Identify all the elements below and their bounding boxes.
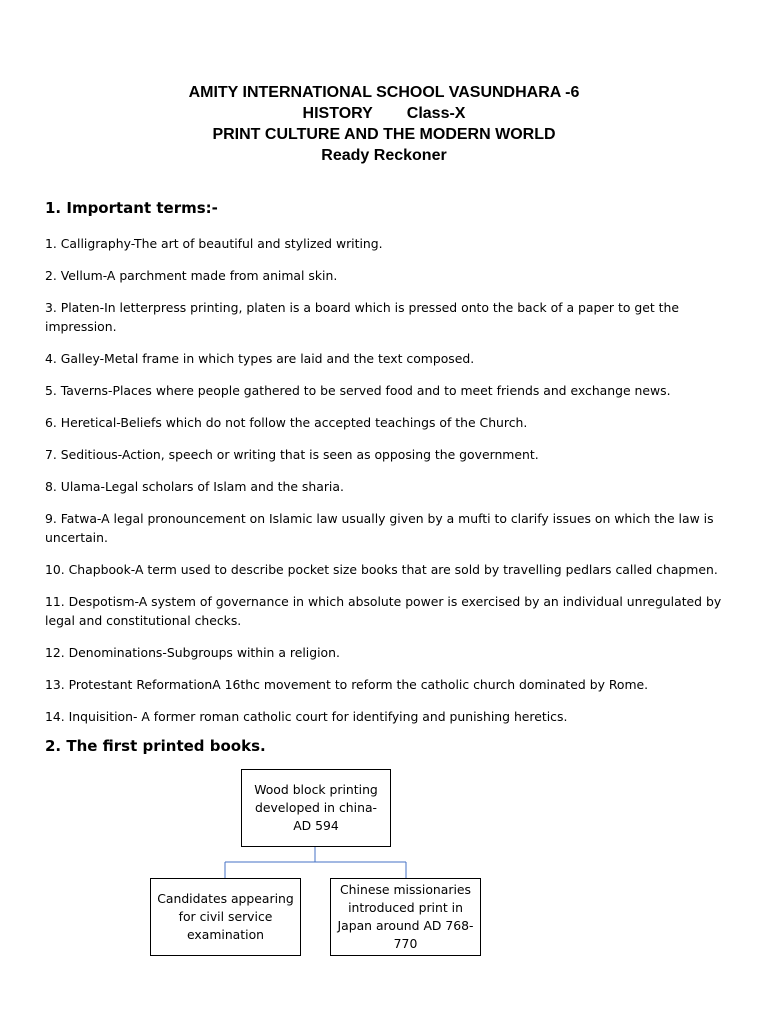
section-heading-first-printed-books: 2. The first printed books. [45,737,266,755]
term-item: 8. Ulama-Legal scholars of Islam and the sharia. [45,479,344,494]
term-item: 6. Heretical-Beliefs which do not follow the accepted teachings of the Church. [45,415,528,430]
section-heading-important-terms: 1. Important terms:- [45,199,218,217]
school-name: AMITY INTERNATIONAL SCHOOL VASUNDHARA -6 [188,84,580,101]
term-item: 3. Platen-In letterpress printing, platen is a board which is pressed onto the back of a paper to get the impression. [45,300,679,334]
diagram-box-text: Chinese missionaries introduced print in Japan around AD 768-770 [337,882,474,951]
term-item: 11. Despotism-A system of governance in which absolute power is exercised by an individual unregulated by legal and constitutional checks. [45,594,722,628]
chapter-title: PRINT CULTURE AND THE MODERN WORLD [212,126,556,143]
term-item: 9. Fatwa-A legal pronouncement on Islamic law usually given by a mufti to clarify issues on which the law is uncertain. [45,511,714,545]
term-item: 13. Protestant ReformationA 16thc movement to reform the catholic church dominated by Rome. [45,677,649,692]
term-item: 2. Vellum-A parchment made from animal skin. [45,268,338,283]
diagram-box-text: Candidates appearing for civil service examination [157,891,294,942]
term-item: 4. Galley-Metal frame in which types are laid and the text composed. [45,351,475,366]
diagram-box-text: Wood block printing developed in china-AD 594 [254,782,378,833]
diagram-box-civil-service-candidates [150,878,301,956]
term-item: 10. Chapbook-A term used to describe pocket size books that are sold by travelling pedlars called chapmen. [45,562,718,577]
class-label: Class-X [406,105,466,122]
document-subtitle: Ready Reckoner [321,147,447,164]
diagram-box-chinese-missionaries [330,878,481,956]
term-item: 1. Calligraphy-The art of beautiful and stylized writing. [45,236,383,251]
subject-label: HISTORY [302,105,373,122]
term-item: 14. Inquisition- A former roman catholic court for identifying and punishing heretics. [45,709,568,724]
term-item: 12. Denominations-Subgroups within a religion. [45,645,340,660]
term-item: 7. Seditious-Action, speech or writing that is seen as opposing the government. [45,447,539,462]
term-item: 5. Taverns-Places where people gathered to be served food and to meet friends and exchange news. [45,383,671,398]
diagram-box-wood-block-printing [241,769,391,847]
